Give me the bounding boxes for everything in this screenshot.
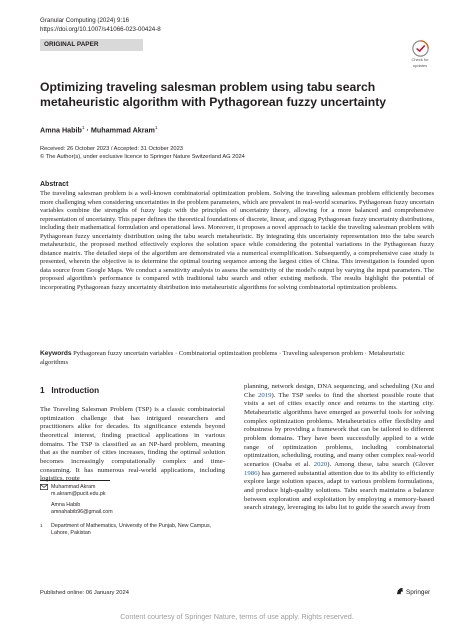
affiliation-mark: 1 — [40, 523, 43, 528]
author-name[interactable]: Amna Habib — [40, 125, 82, 135]
keywords-label: Keywords — [40, 350, 72, 357]
copyright-line: © The Author(s), under exclusive licence to Springer Nature Switzerland AG 2024 — [40, 153, 245, 160]
coauthor-email[interactable]: amnahabib96@gmail.com — [51, 509, 113, 516]
citation-link[interactable]: 2019 — [257, 391, 272, 399]
courtesy-notice: Content courtesy of Springer Nature, terms of use apply. Rights reserved. — [120, 612, 354, 621]
affiliation-text: Department of Mathematics, University of the Punjab, New Campus, Lahore, Pakistan — [51, 523, 212, 537]
author-name[interactable]: Muhammad Akram — [90, 125, 155, 135]
footnote-rule — [40, 480, 110, 481]
running-header — [40, 17, 161, 34]
body-text: ). The TSP seeks to find the shortest possible route that visits a set of cities exactly once and returns to the starting city. Metaheuristic algorithms have emerged as powerful tools for solving complex optimization problems. Metaheuristics offer flexibility and robustness by providing a framework that can be tailored to different problem domains. They have been successfully applied to a wide range of optimization problems, including combinatorial optimization, scheduling, routing, and many other complex real-world scenarios (Osaba et al. — [244, 391, 435, 468]
corresponding-author-footnote — [40, 484, 230, 500]
section-number: 1 — [40, 386, 45, 395]
abstract-heading: Abstract — [40, 181, 69, 188]
body-column-right — [244, 383, 434, 513]
author-separator: · — [86, 125, 89, 135]
author-affiliation-mark: 1 — [154, 125, 158, 130]
section-title: Introduction — [51, 386, 100, 395]
check-for-updates-button[interactable] — [405, 40, 435, 68]
coauthor-name: Amna Habib — [51, 502, 81, 508]
body-text: ). Among these, tabu search (Glover — [327, 460, 434, 468]
body-column-left: The Traveling Salesman Problem (TSP) is a classic combinatorial optimization challenge that has intrigued researchers and practitioners alike for decades. Its significance extends beyond theoretical interest, finding practical applications in various domains. The TSP is classified as an NP-hard problem, meaning that as the number of cities increases, finding the optimal solution becomes increasingly computationally complex and time-consuming. It has numerous real-world applications, including logistics, route — [40, 406, 225, 483]
publisher-name: Springer — [406, 589, 431, 596]
doi-link[interactable]: https://doi.org/10.1007/s41066-023-00424-8 — [40, 25, 161, 33]
keywords-text: Pythagorean fuzzy uncertain variables · Combinatorial optimization problems · Traveling salesperson problem · Metaheuristic algorithms — [40, 350, 405, 366]
check-for-updates-icon — [412, 40, 429, 57]
affiliation-footnote — [40, 523, 230, 539]
published-online-date: Published online: 06 January 2024 — [40, 590, 129, 596]
corresponding-author-name: Muhammad Akram — [51, 484, 96, 490]
section-heading — [40, 386, 99, 396]
article-dates — [40, 146, 245, 162]
received-accepted-dates: Received: 26 October 2023 / Accepted: 31 October 2023 — [40, 146, 183, 152]
journal-citation: Granular Computing (2024) 9:16 — [40, 17, 130, 24]
check-for-updates-label-1: Check for — [411, 57, 429, 62]
body-text: planning, network design, DNA sequencing, and scheduling (Xu and Che — [244, 383, 434, 399]
title-line-2: metaheuristic algorithm with Pythagorean fuzzy uncertainty — [40, 95, 387, 110]
author-list — [40, 123, 158, 134]
abstract-body: The traveling salesman problem is a well-known combinatorial optimization problem. Solving the traveling salesman problem efficiently becomes more challenging when considering uncertainties in the problem parameters, which are prevalent in real-world scenarios. Pythagorean fuzzy uncertain variables combine the strengths of fuzzy logic with the principles of uncertainty theory, allowing for a more balanced and comprehensive representation of uncertainty. This paper defines the theoretical foundations of discrete, linear, and zigzag Pythagorean fuzzy uncertainty distributions, including their mathematical formulation and operational laws. Moreover, it proposes a novel approach to tackle the traveling salesman problem with Pythagorean fuzzy uncertainty distribution using the tabu search metaheuristic. By integrating this uncertainty representation into the tabu search metaheuristic, the proposed method effectively explores the solution space while considering the potential variations in the Pythagorean fuzzy distance matrix. The detailed steps of the algorithm are demonstrated via a numerical exemplification. Subsequently, a comprehensive case study is presented, wherein the objective is to determine the optimal touring sequence among the largest cities of China. This investigation is founded upon data source from Google Maps. We conduct a sensitivity analysis to assess the sensitivity of the model's output by varying the input parameters. The proposed algorithm's performance is compared with traditional tabu search and other existing methods. The results highlight the potential of incorporating Pythagorean fuzzy uncertainty distribution into metaheuristic algorithms for solving combinatorial optimization problems. — [40, 190, 434, 292]
body-text: ) has garnered substantial attention due to its ability to efficiently explore large solution spaces, adapt to various problem formulations, and produce high-quality solutions. Tabu search maintains a balance between exploration and exploitation by employing a memory-based search strategy, leveraging its tabu list to guide the search away from — [244, 469, 434, 512]
check-for-updates-label-2: updates — [412, 62, 428, 68]
citation-link[interactable]: 1986 — [244, 469, 258, 477]
corresponding-author-email[interactable]: m.akram@pucit.edu.pk — [51, 491, 106, 498]
springer-horse-icon — [396, 587, 405, 595]
author-affiliation-mark: 1 — [81, 125, 85, 130]
publisher-logo — [396, 587, 430, 597]
article-type-badge: ORIGINAL PAPER — [40, 39, 143, 51]
envelope-icon-svg — [40, 484, 48, 490]
keywords — [40, 350, 434, 367]
title-line-1: Optimizing traveling salesman problem using tabu search — [40, 80, 376, 94]
article-title — [40, 80, 432, 110]
coauthor-footnote — [40, 502, 230, 518]
citation-link[interactable]: 2020 — [313, 460, 328, 468]
